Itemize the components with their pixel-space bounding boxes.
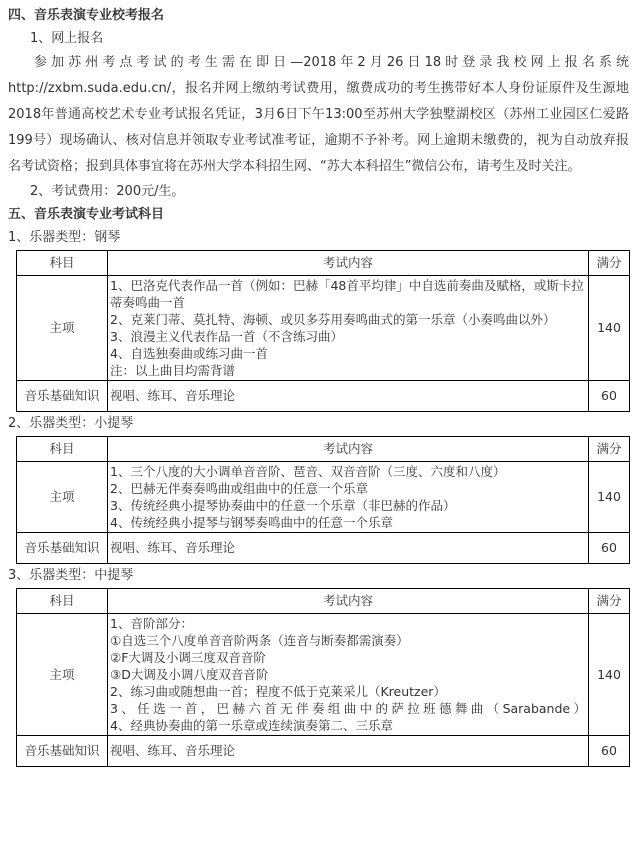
main-score: 140	[589, 276, 630, 381]
main-content	[108, 462, 589, 533]
content-line: 注：以上曲目均需背谱	[110, 363, 236, 378]
basic-content: 视唱、练耳、音乐理论	[108, 736, 589, 767]
instrument-title-violin: 2、乐器类型：小提琴	[8, 416, 134, 431]
table-row	[17, 736, 630, 767]
header-content: 考试内容	[108, 437, 589, 462]
basic-label: 音乐基础知识	[17, 736, 108, 767]
content-line: 2、巴赫无伴奏奏鸣曲或组曲中的任意一个乐章	[110, 481, 368, 496]
instrument-title-piano: 1、乐器类型：钢琴	[8, 230, 121, 245]
section5-heading: 五、音乐表演专业考试科目	[8, 207, 165, 222]
content-line: 2、练习曲或随想曲一首；程度不低于克莱采儿（Kreutzer）	[110, 684, 446, 699]
table-row	[17, 533, 630, 564]
exam-fee: 2、考试费用：200元/生。	[30, 184, 185, 199]
content-line: 3、任选一首，巴赫六首无伴奏组曲中的萨拉班德舞曲（Sarabande）	[110, 701, 586, 716]
basic-score: 60	[589, 736, 630, 767]
section4-heading: 四、音乐表演专业校考报名	[8, 8, 165, 23]
basic-content: 视唱、练耳、音乐理论	[108, 381, 589, 412]
content-line: ①自选三个八度单音音阶两条（连音与断奏都需演奏）	[110, 633, 409, 648]
main-label: 主项	[17, 462, 108, 533]
content-line: 3、传统经典小提琴协奏曲中的任意一个乐章（非巴赫的作品）	[110, 498, 456, 513]
header-score: 满分	[589, 589, 630, 614]
basic-label: 音乐基础知识	[17, 381, 108, 412]
table-row	[17, 614, 630, 736]
main-content	[108, 614, 589, 736]
header-subject: 科目	[17, 589, 108, 614]
content-line: 2、克莱门蒂、莫扎特、海顿、或贝多芬用奏鸣曲式的第一乐章（小奏鸣曲以外）	[110, 312, 556, 327]
content-line: 3、浪漫主义代表作品一首（不含练习曲）	[110, 329, 343, 344]
viola-exam-table	[16, 588, 630, 767]
content-line: 4、自选独奏曲或练习曲一首	[110, 346, 268, 361]
content-line: ③D大调及小调八度双音音阶	[110, 667, 269, 682]
violin-exam-table	[16, 436, 630, 564]
table-row	[17, 276, 630, 381]
main-score: 140	[589, 614, 630, 736]
content-line: 1、三个八度的大小调单音音阶、琶音、双音音阶（三度、六度和八度）	[110, 464, 506, 479]
header-subject: 科目	[17, 251, 108, 276]
header-content: 考试内容	[108, 251, 589, 276]
header-content: 考试内容	[108, 589, 589, 614]
header-score: 满分	[589, 437, 630, 462]
content-line: 4、传统经典小提琴与钢琴奏鸣曲中的任意一个乐章	[110, 515, 393, 530]
piano-exam-table	[16, 250, 630, 412]
table-row	[17, 381, 630, 412]
registration-paragraph: 参加苏州考点考试的考生需在即日—2018年2月26日18时登录我校网上报名系统http://zxbm.suda.edu.cn/，报名并网上缴纳考试费用，缴费成功的考生携带好本人身份证原件及生源地2018年普通高校艺术专业考试报名凭证，3月6日下午13:00至苏州大学独墅湖校区（苏州工业园区仁爱路199号）现场确认、核对信息并领取专业考试准考证，逾期不予补考。网上逾期未缴费的，视为自动放弃报名考试资格；报到具体事宜将在苏州大学本科招生网、“苏大本科招生”微信公布，请考生及时关注。	[8, 55, 629, 174]
basic-content: 视唱、练耳、音乐理论	[108, 533, 589, 564]
header-subject: 科目	[17, 437, 108, 462]
table-row	[17, 462, 630, 533]
content-line: 4、经典协奏曲的第一乐章或连续演奏第二、三乐章	[110, 718, 393, 733]
basic-score: 60	[589, 533, 630, 564]
content-line: 1、巴洛克代表作品一首（例如：巴赫「48首平均律」中自选前奏曲及赋格，或斯卡拉蒂奏鸣曲一首	[110, 278, 584, 310]
basic-label: 音乐基础知识	[17, 533, 108, 564]
main-label: 主项	[17, 614, 108, 736]
header-score: 满分	[589, 251, 630, 276]
content-line: ②F大调及小调三度双音音阶	[110, 650, 266, 665]
content-line: 1、音阶部分：	[110, 616, 193, 631]
basic-score: 60	[589, 381, 630, 412]
main-score: 140	[589, 462, 630, 533]
main-content	[108, 276, 589, 381]
online-registration-title: 1、网上报名	[30, 31, 104, 46]
main-label: 主项	[17, 276, 108, 381]
instrument-title-viola: 3、乐器类型：中提琴	[8, 568, 134, 583]
